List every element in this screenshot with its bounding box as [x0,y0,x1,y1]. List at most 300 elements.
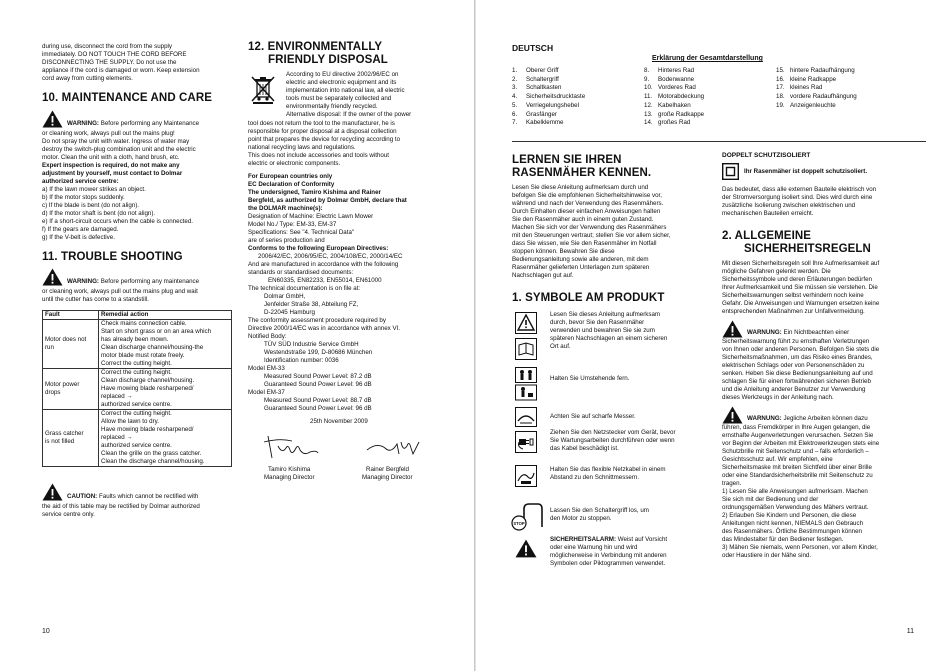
safety-line: Gefahr. Die Anweisungen und Warnungen ersetzen keine [722,300,880,307]
fault-table-row [43,410,232,467]
warning-label: WARNUNG: [747,415,782,422]
warning-1-line: Sicherheitsmaßnahmen, um das Risiko eines Brandes, [722,354,873,361]
disposal-heading-2: FRIENDLY DISPOSAL [268,53,388,66]
safety-list-item: Anleitungen nicht kennen, NIEMALS den Gebrauch [722,520,864,527]
sharp-blade-icon [515,407,537,427]
bystanders-text: Halten Sie Umstehende fern. [550,374,630,382]
read-manual-line: verwenden und bewahren Sie sie zum [550,326,655,334]
right-column-1 [512,154,712,573]
warning-label: WARNING: [67,278,99,285]
disposal-line: responsible for proper disposal at a disposal collection [248,128,397,135]
warning-icon [42,268,63,286]
double-insulated-note: Ihr Rasenmäher ist doppelt schutzisoliert. [744,168,868,175]
trouble-line: or cleaning work, always pull out the mains plug and wait [42,288,198,295]
legend-label: Anzeigenleuchte [790,101,836,109]
maintenance-list-item: f) If the gears are damaged. [42,225,119,233]
legend-number: 19. [776,101,785,109]
maintenance-warning-text: Before performing any Maintenance [98,119,200,127]
symbol-unplug [512,427,712,461]
remedial-text: Clean discharge channel/housing. [101,377,195,384]
remedial-text: Allow the lawn to dry. [101,418,160,425]
legend-label: Schaltkasten [526,84,562,92]
learn-line: dass Sie wissen, wie Sie den Rasenmäher im Notfall [512,240,657,247]
remedial-text: Correct the cutting height. [101,369,172,376]
warning-2-line: Gesichtsschutz auf. Wir empfehlen, eine [722,456,833,463]
legend-item [512,76,559,84]
legend-item [644,119,690,127]
fault-table-row [43,320,232,369]
warning-1-line: und die Anleitung anderer Benutzer zur Verwendung [722,386,866,393]
alarm-label: SICHERHEITSALARM: [550,535,616,543]
fault-table-row [43,369,232,410]
remedial-text: Have mowing blade resharpened/ [101,426,194,433]
safety-list-item: 2) Erlauben Sie Kindern und Personen, die diese [722,512,857,519]
warning-1-line: elektrischen Schlags oder von Personenschäden zu [722,362,865,369]
maintenance-warning [42,114,242,130]
declaration-heading-line: For European countries only [248,173,333,180]
trouble-heading: 11. TROUBLE SHOOTING [42,250,183,263]
intro-text [42,43,242,83]
warning-1-line: schlagen Sie für einen fortwährenden sicheren Betrieb [722,378,871,385]
declaration-body [248,213,448,245]
safety-list-item: das Mindestalter für den Bediener festlegen. [722,536,844,543]
learn-line: Rasenmäher gelieferten Unterlagen zum späteren [512,264,650,271]
read-manual-line: Ort auf. [550,342,571,350]
warning-label: WARNUNG: [747,329,782,336]
warning-2-line: Sicherheitsmaske mit breiten Sichtfeld über einer Brille [722,464,872,471]
double-insulated-line: zusätzliche Isolierung zwischen elektrischen und [722,202,856,209]
safety-list [722,488,927,560]
disposal-line: tool does not return the tool to the manufacturer, he is [248,120,395,127]
remedial-text: Start on short grass or on an area which [101,328,212,335]
weee-line: According to EU directive 2002/96/EC on [286,71,399,78]
safety-line: Mit diesen Sicherheitsregeln soll Ihre Aufmerksamkeit auf [722,260,880,267]
maintenance-list-item: b) If the motor stops suddenly. [42,193,125,201]
stop-handle-icon [510,501,544,531]
warning-2-line: führen, dass Fremdkörper in Ihre Augen gelangen, die [722,424,871,431]
declaration-heading-line: Bergfeld, as authorized by Dolmar GmbH, declare that [248,197,407,204]
warning-label: WARNING: [67,119,99,127]
legend-number: 1. [512,67,518,74]
maintenance-list-item: a) If the lawn mower strikes an object. [42,185,146,193]
warning-icon [42,483,63,501]
warning-2-line: tragen. [722,480,742,487]
legend-number: 11. [644,93,653,101]
legend-item [644,111,704,119]
directive-line: EN60335, EN82233, EN55014, EN61000 [268,277,382,284]
double-insulated-heading: DOPPELT SCHUTZISOLIERT [722,152,811,159]
release-handle-line: den Motor zu stoppen. [550,514,612,522]
directive-line: Dolmar GmbH, [264,293,306,300]
fault-cell [43,369,99,410]
declaration-heading-line: The undersigned, Tamiro Kishima and Rainer [248,189,381,196]
maintenance-list-item: c) If the blade is bent (do not align). [42,201,139,209]
disposal-line: electric or electronic components. [248,160,341,167]
signature-kishima [262,432,322,462]
unplug-line: Ziehen Sie den Netzstecker vom Gerät, bevor [550,428,676,436]
maintenance-line: Do not spray the unit with water. Ingress of water may [42,137,190,145]
warning-1-text: Ein Nichtbeachten einer [781,329,850,336]
remedial-cell [99,410,232,467]
caution-text: Faults which cannot be rectified with [97,493,199,500]
warning-icon [722,320,743,338]
declaration-line: Specifications: See "4. Technical Data" [248,229,355,236]
cable-distance-line: Halten Sie das flexible Netzkabel in einem [550,465,666,473]
remedial-text: replaced → [101,434,133,441]
legend-number: 18. [776,93,785,101]
legend-label: hintere Radaufhängung [790,67,855,74]
legend-label: Oberer Griff [526,67,559,74]
directive-line: TÜV SÜD Industrie Service GmbH [264,341,359,348]
trouble-warning [42,272,242,288]
manual-book-icon [515,338,537,360]
directive-line: Directive 2000/14/EC was in accordance with annex VI. [248,325,401,332]
bystanders-icon [515,367,537,401]
legend-number: 15. [776,67,785,74]
symbol-bystanders [512,367,712,405]
cable-distance-icon [515,465,537,487]
trouble-body [42,288,242,304]
intro-line: during use, disconnect the cord from the supply [42,43,173,50]
fault-text: Grass catcher [45,430,84,437]
language-heading: DEUTSCH [512,43,554,53]
legend-label: Sicherheitsdrucktaste [526,93,586,101]
double-insulation-icon [722,163,739,180]
maintenance-heading: 10. MAINTENANCE AND CARE [42,92,213,104]
directive-line: Guaranteed Sound Power Level: 96 dB [264,381,372,388]
page-number-right: 11 [906,628,914,635]
remedial-cell [99,369,232,410]
warning-1-first [747,329,849,337]
legend-label: kleine Radkappe [790,75,837,83]
fault-text: Motor power [45,381,80,388]
safety-list-item: oder Haustiere in der Nähe sind. [722,552,812,559]
trouble-line: until the cutter has come to a standstill. [42,296,149,303]
legend-number: 7. [512,119,518,127]
safety-line: entsprechenden Maßnahmen zur Unfallvermeidung. [722,308,865,315]
maintenance-body [42,130,242,162]
alarm-first-line: Weist auf Vorsicht [616,535,668,543]
weee-line: electric and electronic equipment and its [286,79,397,86]
remedial-text: replaced → [101,393,133,400]
legend-item [644,84,696,92]
fault-cell [43,320,99,369]
legend-label: Bodenwanne [658,75,695,83]
unplug-icon [515,431,537,453]
warning-2-body [722,424,927,488]
legend-number: 14. [644,119,653,127]
directive-line: Westendstraße 199, D-80686 München [264,349,373,356]
safety-list-item: 3) Mähen Sie niemals, wenn Personen, vor allem Kinder, [722,544,878,551]
learn-line: Lesen Sie diese Anleitung aufmerksam durch und [512,184,649,191]
safety-heading-1: 2. ALLGEMEINE [722,230,812,242]
legend-item [512,67,559,75]
double-insulated-line: mechanischen Bauteilen erreicht. [722,210,814,217]
parts-legend [512,67,932,135]
learn-line: mit den Steuerungen vertraut; stellen Sie vor allem sicher, [512,232,671,239]
legend-item [776,76,836,84]
symbols-heading: 1. SYMBOLE AM PRODUKT [512,292,665,304]
legend-item [644,102,691,110]
double-insulated-row [722,162,927,184]
safety-list-item: 1) Lesen Sie alle Anweisungen aufmerksam. Machen [722,488,868,495]
legend-label: Kabelklemme [526,119,564,127]
learn-line: Machen Sie sich vor der Verwendung des Rasenmähers [512,224,667,231]
directive-line: D-22045 Hamburg [264,309,315,316]
right-column-2 [722,152,927,560]
legend-label: große Radkappe [658,110,705,118]
legend-label: Verriegelungshebel [526,101,579,109]
legend-title: Erklärung der Gesamtdarstellung [652,55,763,62]
disposal-line: point that prepares the device for recycling according to [248,136,401,143]
symbol-sharp-blades [512,405,712,427]
legend-item [512,102,579,110]
legend-item [776,67,855,75]
legend-label: Vorderes Rad [658,84,696,92]
weee-text [286,71,411,119]
safety-list-item: des Rasenmähers. Örtliche Bestimmungen können [722,528,862,535]
directive-line: Measured Sound Power Level: 88.7 dB [264,397,372,404]
maintenance-list [42,186,242,242]
intro-line: immediately. DO NOT TOUCH THE CORD BEFORE [42,51,187,58]
learn-body [512,184,712,280]
remedial-header: Remedial action [99,311,232,320]
disposal-heading-1: 12. ENVIRONMENTALLY [248,41,383,53]
alarm-line: möglicherweise in Verbindung mit anderen [550,551,667,559]
directives-heading: Conforms to the following European Directives: [248,245,389,252]
safety-line: Sicherheitssymbole und deren Erläuterungen bedürfen [722,276,872,283]
directive-line: And are manufactured in accordance with the following [248,261,399,268]
warning-icon [515,539,537,558]
directive-line: Measured Sound Power Level: 87.2 dB [264,373,372,380]
caution-label: CAUTION: [67,493,98,500]
declaration-line: Designation of Machine: Electric Lawn Mower [248,213,374,220]
legend-item [512,93,585,101]
fault-cell [43,410,99,467]
read-manual-line: durch, bevor Sie den Rasenmäher [550,318,645,326]
warning-2-line: Schutzbrille mit Seitenschutz und – falls erforderlich – [722,448,869,455]
weee-block [248,71,448,120]
warning-2-line: vor Beginn der Arbeiten mit Elektrowerkzeugen stets eine [722,440,880,447]
warning-2-text: Jegliche Arbeiten können dazu [781,415,868,422]
fault-header: Fault [43,311,99,320]
remedial-text: motor blade must rotate freely. [101,352,185,359]
directive-line: The technical documentation is on file at: [248,285,361,292]
alarm-line: Symbolen oder Piktogrammen verwendet. [550,559,666,567]
read-manual-line: Lesen Sie dieses Anleitung aufmerksam [550,310,661,318]
signature-bergfeld [363,430,423,460]
remedial-cell [99,320,232,369]
legend-number: 9. [644,75,650,83]
legend-label: kleines Rad [790,84,823,92]
legend-number: 13. [644,110,653,118]
learn-line: befolgen Sie die empfohlenen Sicherheitshinweise vor, [512,192,662,199]
legend-number: 10. [644,84,653,92]
legend-item [776,84,822,92]
svg-text:STOP: STOP [513,520,525,526]
legend-label: Grasfänger [526,110,557,118]
declaration-heading-line: EC Declaration of Conformity [248,181,335,188]
directive-line: 2006/42/EC, 2006/95/EC, 2004/108/EC, 2000/14/EC [258,253,403,260]
warning-1-line: senken. Heben Sie diese Bedienungsanleitung auf und [722,370,873,377]
double-insulated-line: der Stromversorgung isoliert sind. Dies wird durch eine [722,194,873,201]
safety-list-item: Sie sich mit der Bedienung und der [722,496,819,503]
directive-line: Guaranteed Sound Power Level: 96 dB [264,405,372,412]
directive-line: Jenfelder Straße 38, Abteilung FZ, [264,301,359,308]
intro-line: cord away from cutting elements. [42,75,133,82]
release-handle-line: Lassen Sie den Schaltergriff los, um [550,506,649,514]
weee-line: tools must be separately collected and [286,95,392,102]
caution-line: service centre only. [42,511,95,518]
legend-number: 3. [512,84,518,92]
maintenance-bold-line: authorized service centre: [42,177,119,185]
signatures [248,426,448,486]
trouble-warning-text: Before performing any maintenance [98,278,200,285]
warning-1 [722,324,927,338]
alarm-line: oder eine Warnung hin und wird [550,543,638,551]
cable-distance-line: Abstand zu den Schnittmessern. [550,473,640,481]
fault-text: is not filled [45,438,75,445]
safety-alarm [512,533,712,573]
read-manual-icon [515,312,537,334]
legend-number: 16. [776,75,785,83]
declaration-line: are of series production and [248,237,325,244]
legend-label: Hinteres Rad [658,67,695,74]
remedial-text: Correct the cutting height. [101,410,172,417]
read-manual-line: späteren Nachschlagen an einem sicheren [550,334,668,342]
legend-item [644,67,694,75]
warning-2-line: oder eine Standardsicherheitsbrille mit Seitenschutz zu [722,472,873,479]
signer-1-title: Managing Director [264,474,315,481]
remedial-text: Clean the discharge channel/housing. [101,458,205,465]
legend-item [644,76,694,84]
legend-number: 17. [776,84,785,92]
legend-label: Motorabdeckung [658,93,705,101]
double-insulated-line: Das bedeutet, dass alle externen Bauteile elektrisch von [722,186,877,193]
legend-item [776,93,857,101]
maintenance-line: motor. Clean the unit with a cloth, hand brush, etc. [42,153,180,161]
weee-line: Alternative disposal: If the owner of the power [286,111,412,118]
declaration-line: Model No./ Type: EM-33, EM-37 [248,221,337,228]
safety-body [722,260,927,316]
page-number-left: 10 [42,628,50,635]
safety-heading-2: SICHERHEITSREGELN [744,242,871,255]
fault-text: Motor does not [45,336,87,343]
learn-line: Nachschlagen gut auf. [512,272,574,279]
directives-body [248,253,448,413]
maintenance-line: or cleaning work, always pull out the mains plug! [42,129,175,137]
signer-1-name: Tamiro Kishima [268,466,311,473]
warning-1-body [722,338,927,402]
legend-label: vordere Radaufhängung [790,93,857,101]
remedial-text: Clean discharge channel/housing-the [101,344,204,351]
legend-label: Kabelhaken [658,101,691,109]
legend-number: 12. [644,101,653,109]
warning-icon [42,110,63,128]
left-column-2 [248,41,448,486]
left-column-1 [42,43,242,519]
safety-list-item: ordnungsgemäßen Verwendung des Mähers vertraut. [722,504,869,511]
maintenance-bold-note [42,162,242,186]
remedial-text: authorized service centre. [101,442,172,449]
legend-label: Schaltergriff [526,75,559,83]
remedial-text: Correct the cutting height. [101,360,172,367]
fault-table [42,310,232,467]
safety-line: mögliche Gefahren gelenkt werden. Die [722,268,831,275]
signer-2-name: Rainer Bergfeld [366,466,409,473]
maintenance-bold-line: Expert inspection is required, do not make any [42,161,180,169]
unplug-line: das Kabel beschädigt ist. [550,444,619,452]
disposal-body [248,120,448,168]
warning-icon [722,406,743,424]
remedial-text: Check mains connection cable. [101,320,187,327]
warning-2-first [747,415,868,423]
legend-item [776,102,836,110]
directive-line: Model EM-37 [248,389,285,396]
signer-2-title: Managing Director [362,474,413,481]
symbol-cable-distance [512,461,712,505]
maintenance-list-item: g) If the V-belt is defective. [42,233,115,241]
weee-line: environmentally friendly recycled. [286,103,378,110]
legend-number: 8. [644,67,650,74]
learn-heading-2: RASENMÄHER KENNEN. [512,166,652,179]
maintenance-list-item: e) If a short-circuit occurs when the cable is connected. [42,217,193,225]
legend-label: großes Rad [658,119,691,127]
caution-body [42,503,242,519]
remedial-text: has already been mown. [101,336,169,343]
maintenance-list-item: d) If the motor shaft is bent (do not align). [42,209,156,217]
fault-text: drops [45,389,61,396]
learn-line: während und nach der Verwendung des Rasenmähers. [512,200,664,207]
legend-number: 5. [512,101,518,109]
caution-note [42,487,242,503]
legend-item [644,93,704,101]
legend-number: 6. [512,110,518,118]
unplug-line: Sie Wartungsarbeiten durchführen oder wenn [550,436,675,444]
sharp-blades-text: Achten Sie auf scharfe Messer. [550,412,636,420]
divider-line [512,141,926,142]
warning-2 [722,410,927,424]
disposal-line: national recycling laws and regulations. [248,144,356,151]
crossed-bin-icon [250,75,276,105]
fault-table-header [43,311,232,320]
maintenance-bold-line: adjustment by yourself, must contact to Dolmar [42,169,183,177]
remedial-text: Have mowing blade resharpened/ [101,385,194,392]
warning-2-line: ernsthafte Augenverletzungen verursachen. Setzen Sie [722,432,874,439]
intro-line: DISCONNECTING THE SUPPLY. Do not use the [42,59,177,66]
double-insulated-body [722,186,927,218]
safety-line: Sicherheitswarnungen selbst verhindern noch keine [722,292,864,299]
declaration-heading-line: the DOLMAR machine(s): [248,205,323,212]
learn-heading-1: LERNEN SIE IHREN [512,154,622,166]
disposal-line: This does not include accessories and tools without [248,152,390,159]
safety-line: Ihrer Aufmerksamkeit und Sie müssen sie verstehen. Die [722,284,878,291]
warning-1-line: von Ihnen oder anderen Personen. Befolgen Sie stets die [722,346,880,353]
legend-number: 4. [512,93,518,101]
declaration-date: 25th November 2009 [310,418,368,425]
legend-item [512,111,557,119]
maintenance-line: destroy the switch-plug combination unit and the electric [42,145,196,153]
directive-line: Identification number: 0036 [264,357,339,364]
weee-line: implementation into national law, all electric [286,87,405,94]
legend-number: 2. [512,75,518,83]
right-page [476,0,950,671]
directive-line: The conformity assessment procedure required by [248,317,386,324]
legend-item [512,119,564,127]
directive-line: Notified Body: [248,333,287,340]
symbol-read-manual [512,311,712,367]
symbol-release-handle [512,505,712,533]
